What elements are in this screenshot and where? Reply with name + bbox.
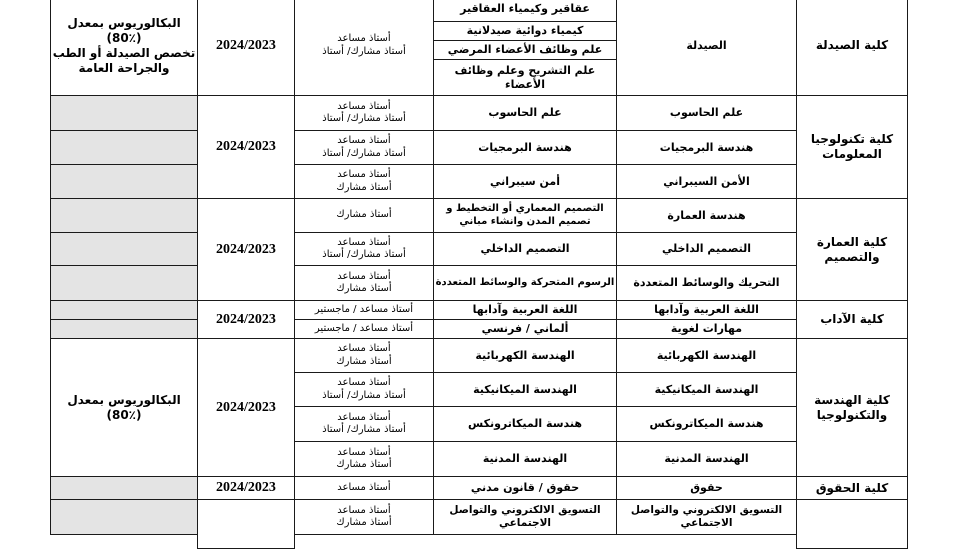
- rank-cell: أستاذ مشارك: [294, 198, 434, 233]
- course-row: كيمياء دوائية صيدلانية: [433, 21, 617, 41]
- department-row: الهندسة المدنية: [616, 441, 797, 477]
- requirement-cell: [50, 499, 198, 535]
- department-row: الهندسة الكهربائية: [616, 338, 797, 373]
- department-pharmacy: الصيدلة: [616, 0, 797, 96]
- rank-cell: أستاذ مساعد أستاذ مشارك/ أستاذ: [294, 232, 434, 266]
- course-row: هندسة البرمجيات: [433, 130, 617, 165]
- requirement-cell: [50, 232, 198, 266]
- department-row: هندسة البرمجيات: [616, 130, 797, 165]
- rank-cell: أستاذ مساعد أستاذ مشارك: [294, 164, 434, 199]
- requirement-eng: البكالوريوس بمعدل (80٪): [50, 338, 198, 477]
- rank-cell: أستاذ مساعد أستاذ مشارك: [294, 338, 434, 373]
- requirement-cell: [50, 476, 198, 500]
- course-row: علم الحاسوب: [433, 95, 617, 131]
- course-row: التصميم المعماري أو التخطيط و تصميم المدن وانشاء مباني: [433, 198, 617, 233]
- course-row: علم وظائف الأعضاء المرضي: [433, 40, 617, 60]
- academic-year: 2024/2023: [197, 476, 295, 500]
- academic-year: 2024/2023: [197, 95, 295, 199]
- requirement-cell: [50, 300, 198, 320]
- course-row: ألماني / فرنسي: [433, 319, 617, 339]
- college-arts: كلية الآداب: [796, 300, 908, 339]
- department-row: التصميم الداخلي: [616, 232, 797, 266]
- course-row: التصميم الداخلي: [433, 232, 617, 266]
- department-row: التسويق الالكتروني والتواصل الاجتماعي: [616, 499, 797, 535]
- rank-cell: أستاذ مساعد / ماجستير: [294, 300, 434, 320]
- rank-cell: أستاذ مساعد: [294, 476, 434, 500]
- college-cell: [796, 499, 908, 549]
- college-it: كلية تكنولوجيا المعلومات: [796, 95, 908, 199]
- academic-year: 2024/2023: [197, 338, 295, 477]
- rank-cell: أستاذ مساعد أستاذ مشارك: [294, 441, 434, 477]
- rank-cell: أستاذ مساعد أستاذ مشارك/ أستاذ: [294, 406, 434, 442]
- rank-cell: أستاذ مساعد أستاذ مشارك/ أستاذ: [294, 0, 434, 96]
- course-row: الهندسة الكهربائية: [433, 338, 617, 373]
- college-eng: كلية الهندسة والتكنولوجيا: [796, 338, 908, 477]
- department-row: علم الحاسوب: [616, 95, 797, 131]
- rank-cell: أستاذ مساعد أستاذ مشارك/ أستاذ: [294, 130, 434, 165]
- course-row: الهندسة الميكانيكية: [433, 372, 617, 407]
- requirement-cell: [50, 319, 198, 339]
- course-row: الهندسة المدنية: [433, 441, 617, 477]
- course-row: اللغة العربية وآدابها: [433, 300, 617, 320]
- year-cell: [197, 499, 295, 549]
- course-row: التسويق الالكتروني والتواصل الاجتماعي: [433, 499, 617, 535]
- requirement-cell: [50, 198, 198, 233]
- department-row: هندسة الميكاترونكس: [616, 406, 797, 442]
- rank-cell: أستاذ مساعد أستاذ مشارك: [294, 499, 434, 535]
- course-row: عقاقير وكيمياء العقاقير: [433, 0, 617, 22]
- department-row: الهندسة الميكانيكية: [616, 372, 797, 407]
- rank-cell: أستاذ مساعد أستاذ مشارك: [294, 265, 434, 301]
- college-arch: كلية العمارة والتصميم: [796, 198, 908, 301]
- academic-year: 2024/2023: [197, 300, 295, 339]
- college-law: كلية الحقوق: [796, 476, 908, 500]
- department-law: حقوق: [616, 476, 797, 500]
- academic-year: 2024/2023: [197, 0, 295, 96]
- rank-cell: أستاذ مساعد أستاذ مشارك/ أستاذ: [294, 95, 434, 131]
- department-row: التحريك والوسائط المتعددة: [616, 265, 797, 301]
- department-row: الأمن السيبراني: [616, 164, 797, 199]
- academic-year: 2024/2023: [197, 198, 295, 301]
- department-row: اللغة العربية وآدابها: [616, 300, 797, 320]
- course-row: أمن سيبراني: [433, 164, 617, 199]
- course-row: هندسة الميكاترونكس: [433, 406, 617, 442]
- requirement-cell: [50, 95, 198, 131]
- rank-cell: أستاذ مساعد / ماجستير: [294, 319, 434, 339]
- course-row: حقوق / قانون مدني: [433, 476, 617, 500]
- department-row: مهارات لغوية: [616, 319, 797, 339]
- course-row: علم التشريح وعلم وظائف الأعضاء: [433, 59, 617, 96]
- course-row: الرسوم المتحركة والوسائط المتعددة: [433, 265, 617, 301]
- requirement-pharmacy: البكالوريوس بمعدل (80٪) تخصص الصيدلة أو الطب والجراحة العامة: [50, 0, 198, 96]
- requirement-cell: [50, 130, 198, 165]
- college-pharmacy: كلية الصيدلة: [796, 0, 908, 96]
- requirement-cell: [50, 164, 198, 199]
- requirement-cell: [50, 265, 198, 301]
- department-row: هندسة العمارة: [616, 198, 797, 233]
- rank-cell: أستاذ مساعد أستاذ مشارك/ أستاذ: [294, 372, 434, 407]
